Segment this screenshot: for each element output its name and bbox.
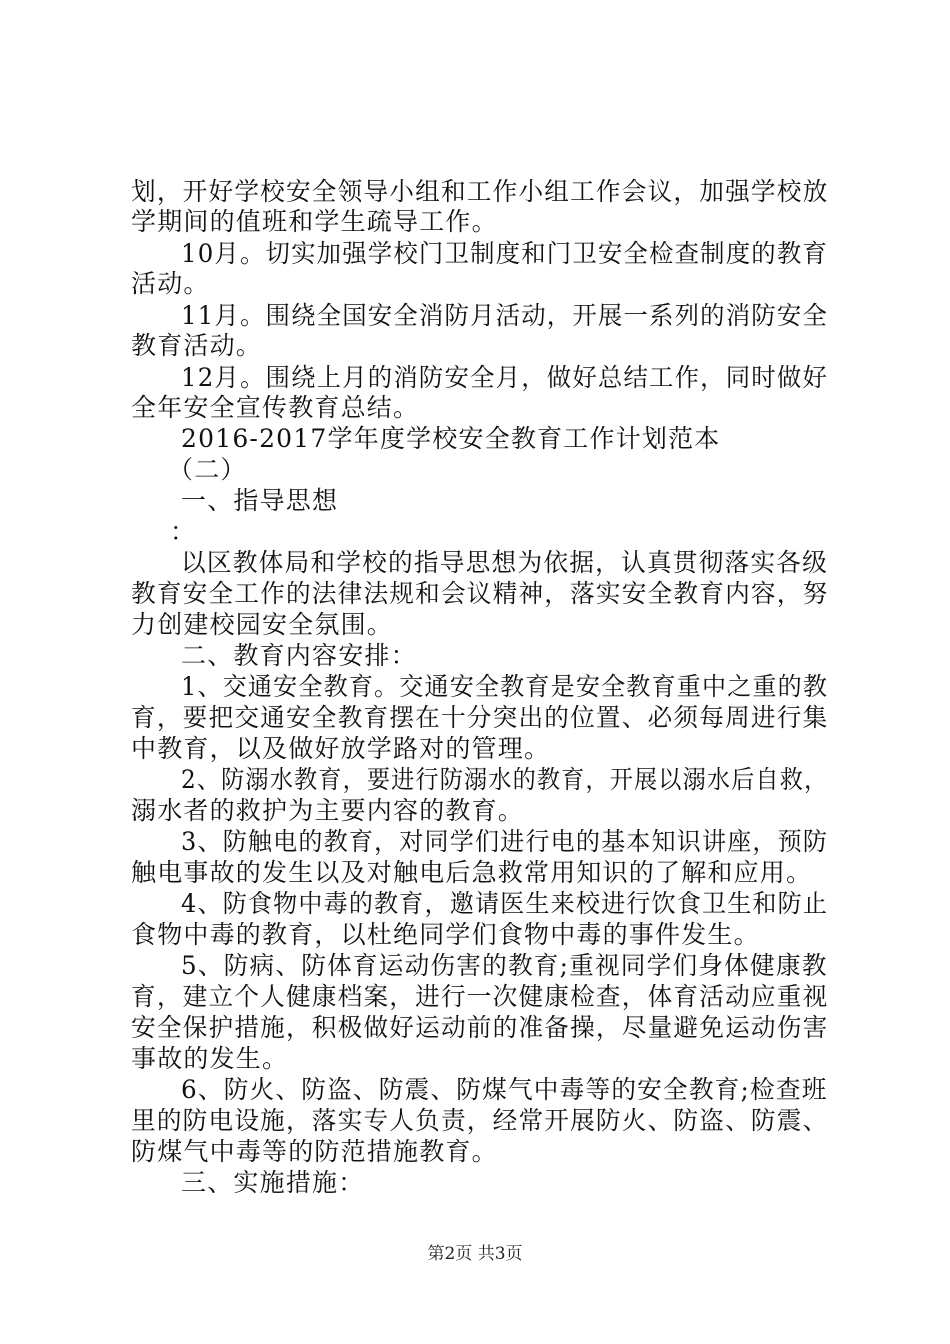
section-title: 2016-2017学年度学校安全教育工作计划范本 bbox=[181, 424, 721, 453]
text-line: 里的防电设施，落实专人负责，经常开展防火、防盗、防震、 bbox=[131, 1106, 829, 1135]
text-line: 全年安全宣传教育总结。 bbox=[131, 393, 420, 422]
text-line: 中教育，以及做好放学路对的管理。 bbox=[131, 734, 551, 763]
text-line: ： bbox=[170, 517, 197, 546]
text-line: 6、防火、防盗、防震、防煤气中毒等的安全教育;检查班 bbox=[181, 1075, 828, 1104]
heading-content-arrangement: 二、教育内容安排： bbox=[181, 641, 417, 670]
text-line: 3、防触电的教育，对同学们进行电的基本知识讲座，预防 bbox=[181, 827, 829, 856]
text-line: 学期间的值班和学生疏导工作。 bbox=[131, 207, 498, 236]
text-line: 食物中毒的教育，以杜绝同学们食物中毒的事件发生。 bbox=[131, 920, 760, 949]
text-line: 触电事故的发生以及对触电后急救常用知识的了解和应用。 bbox=[131, 858, 813, 887]
text-line: 教育安全工作的法律法规和会议精神，落实安全教育内容，努 bbox=[131, 579, 829, 608]
text-line: 教育活动。 bbox=[131, 331, 263, 360]
section-subtitle: （二） bbox=[168, 455, 247, 484]
text-line: 2、防溺水教育，要进行防溺水的教育，开展以溺水后自救， bbox=[181, 765, 829, 794]
text-line: 5、防病、防体育运动伤害的教育;重视同学们身体健康教 bbox=[181, 951, 828, 980]
text-line: 12月。围绕上月的消防安全月，做好总结工作，同时做好 bbox=[181, 363, 829, 392]
text-line: 力创建校园安全氛围。 bbox=[131, 610, 394, 639]
page-footer: 第2页 共3页 bbox=[427, 1244, 523, 1264]
text-line: 4、防食物中毒的教育，邀请医生来校进行饮食卫生和防止 bbox=[181, 889, 829, 918]
text-line: 活动。 bbox=[131, 269, 210, 298]
text-line: 11月。围绕全国安全消防月活动，开展一系列的消防安全 bbox=[181, 301, 829, 330]
text-line: 事故的发生。 bbox=[131, 1044, 289, 1073]
text-line: 10月。切实加强学校门卫制度和门卫安全检查制度的教育 bbox=[181, 239, 829, 268]
text-line: 防煤气中毒等的防范措施教育。 bbox=[131, 1137, 498, 1166]
text-line: 划，开好学校安全领导小组和工作小组工作会议，加强学校放 bbox=[131, 177, 829, 206]
heading-implementation: 三、实施措施： bbox=[181, 1168, 365, 1197]
text-line: 1、交通安全教育。交通安全教育是安全教育重中之重的教 bbox=[181, 672, 829, 701]
text-line: 育，建立个人健康档案，进行一次健康检查，体育活动应重视 bbox=[131, 982, 829, 1011]
text-line: 安全保护措施，积极做好运动前的准备操，尽量避免运动伤害 bbox=[131, 1013, 829, 1042]
text-line: 以区教体局和学校的指导思想为依据，认真贯彻落实各级 bbox=[181, 548, 829, 577]
text-line: 育，要把交通安全教育摆在十分突出的位置、必须每周进行集 bbox=[131, 703, 829, 732]
heading-guiding-thought: 一、指导思想 bbox=[181, 486, 339, 515]
text-line: 溺水者的救护为主要内容的教育。 bbox=[131, 796, 525, 825]
